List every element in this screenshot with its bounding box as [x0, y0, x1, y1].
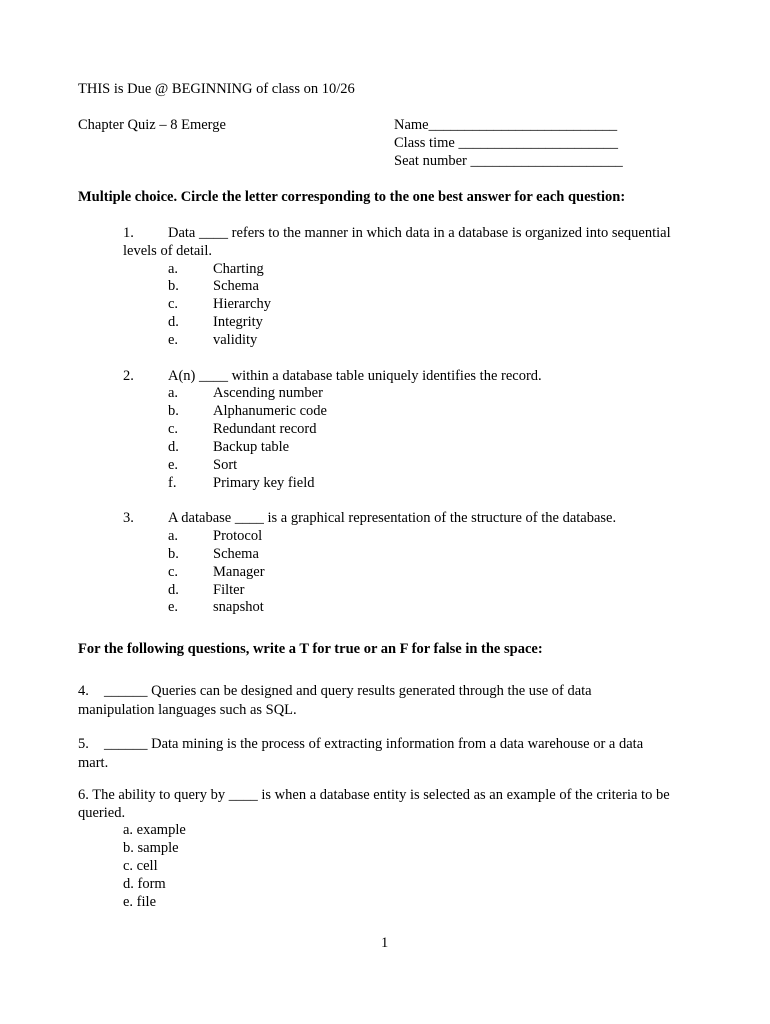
option-letter[interactable]: d. [168, 582, 179, 598]
option-letter[interactable]: a. [168, 261, 179, 277]
option-letter[interactable]: c. [168, 564, 179, 580]
option-text: snapshot [213, 599, 264, 615]
option-letter[interactable]: c. [168, 296, 179, 312]
question-number: 2. [123, 368, 134, 384]
option-letter[interactable]: a. [168, 385, 179, 401]
option-item[interactable]: a. example [123, 822, 186, 838]
option-text: Redundant record [213, 421, 317, 437]
question-number: 4. [78, 683, 89, 699]
option-text: Charting [213, 261, 264, 277]
question-number: 1. [123, 225, 134, 241]
option-item[interactable]: b. sample [123, 840, 179, 856]
question-text: A(n) ____ within a database table uniquely identifies the record. [168, 368, 542, 384]
option-item[interactable]: d. form [123, 876, 166, 892]
option-letter[interactable]: b. [168, 278, 179, 294]
option-text: Manager [213, 564, 265, 580]
option-text: Schema [213, 546, 259, 562]
option-letter[interactable]: f. [168, 475, 177, 491]
question-text-continued: mart. [78, 755, 109, 771]
option-letter[interactable]: d. [168, 314, 179, 330]
mc-instruction: Multiple choice. Circle the letter corresponding to the one best answer for each question: [78, 189, 626, 205]
question-text[interactable]: ______ Data mining is the process of extracting information from a data warehouse or a data [104, 736, 644, 752]
question-text-continued: levels of detail. [123, 243, 212, 259]
option-letter[interactable]: a. [168, 528, 179, 544]
option-text: Ascending number [213, 385, 323, 401]
option-letter[interactable]: b. [168, 546, 179, 562]
seat-number-field-label: Seat number _____________________ [394, 153, 623, 169]
due-line: THIS is Due @ BEGINNING of class on 10/26 [78, 81, 355, 97]
option-letter[interactable]: e. [168, 599, 179, 615]
option-text: Integrity [213, 314, 263, 330]
option-text: Protocol [213, 528, 263, 544]
option-letter[interactable]: e. [168, 332, 179, 348]
option-text: Sort [213, 457, 238, 473]
option-letter[interactable]: e. [168, 457, 179, 473]
option-item[interactable]: c. cell [123, 858, 158, 874]
quiz-title: Chapter Quiz – 8 Emerge [78, 117, 226, 133]
option-text: Alphanumeric code [213, 403, 327, 419]
tf-instruction: For the following questions, write a T for true or an F for false in the space: [78, 641, 543, 657]
question-text: 6. The ability to query by ____ is when a database entity is selected as an example of the criteria to be [78, 787, 670, 803]
option-letter[interactable]: b. [168, 403, 179, 419]
question-text-continued: manipulation languages such as SQL. [78, 702, 297, 718]
option-letter[interactable]: d. [168, 439, 179, 455]
question-number: 5. [78, 736, 89, 752]
option-letter[interactable]: c. [168, 421, 179, 437]
class-time-field-label: Class time ______________________ [394, 135, 618, 151]
question-text[interactable]: ______ Queries can be designed and query results generated through the use of data [104, 683, 592, 699]
option-text: Schema [213, 278, 259, 294]
option-text: Primary key field [213, 475, 315, 491]
option-text: Backup table [213, 439, 290, 455]
page-number: 1 [381, 935, 389, 951]
option-item[interactable]: e. file [123, 894, 157, 910]
option-text: Filter [213, 582, 245, 598]
question-number: 3. [123, 510, 134, 526]
option-text: Hierarchy [213, 296, 271, 312]
question-text-continued: queried. [78, 805, 126, 821]
name-field-label: Name__________________________ [394, 117, 618, 133]
question-text: Data ____ refers to the manner in which data in a database is organized into sequential [168, 225, 671, 241]
option-text: validity [213, 332, 258, 348]
question-text: A database ____ is a graphical representation of the structure of the database. [168, 510, 617, 526]
